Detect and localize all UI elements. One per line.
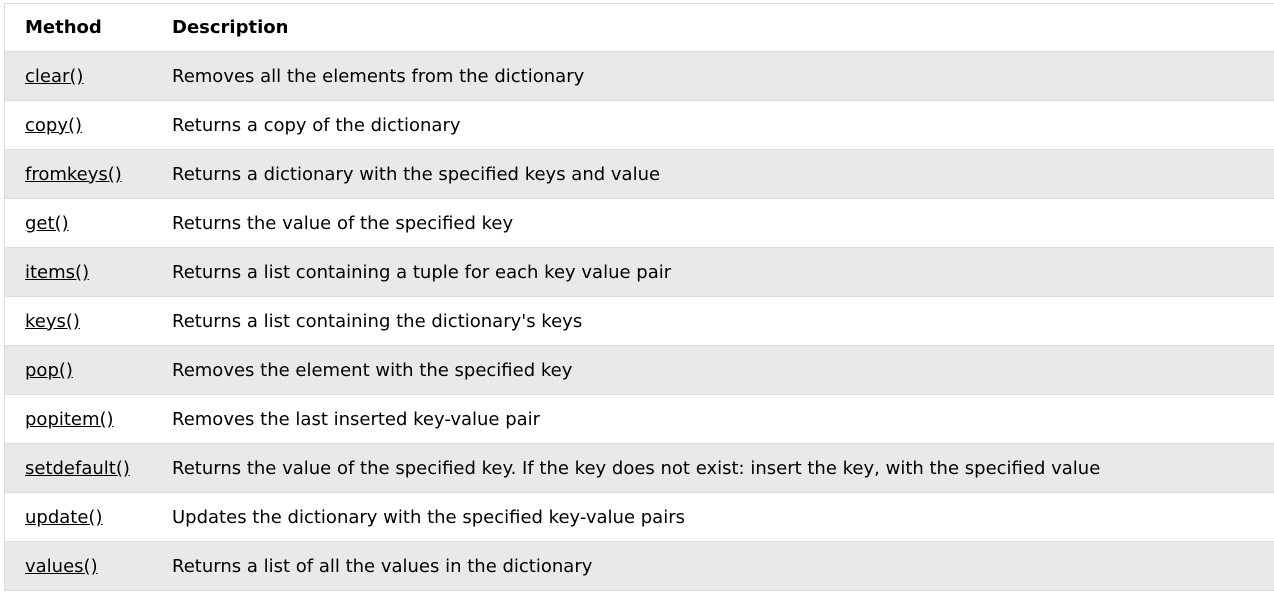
table-row [5, 493, 1274, 542]
method-link-setdefault[interactable]: setdefault() [25, 457, 130, 479]
description-cell: Returns a list containing the dictionary's keys [152, 297, 1274, 346]
method-cell [5, 199, 153, 248]
table-row [5, 542, 1274, 591]
column-header-description: Description [152, 4, 1274, 52]
method-link-values[interactable]: values() [25, 555, 98, 577]
table-row [5, 150, 1274, 199]
description-cell: Returns the value of the specified key. If the key does not exist: insert the key, with the specified value [152, 444, 1274, 493]
description-cell: Returns a list containing a tuple for each key value pair [152, 248, 1274, 297]
method-cell [5, 101, 153, 150]
method-link-pop[interactable]: pop() [25, 359, 73, 381]
method-cell [5, 542, 153, 591]
description-cell: Returns a dictionary with the specified keys and value [152, 150, 1274, 199]
method-link-keys[interactable]: keys() [25, 310, 80, 332]
description-cell: Updates the dictionary with the specified key-value pairs [152, 493, 1274, 542]
table-row [5, 199, 1274, 248]
description-cell: Returns a list of all the values in the dictionary [152, 542, 1274, 591]
table-row [5, 52, 1274, 101]
table-row [5, 101, 1274, 150]
table-row [5, 346, 1274, 395]
method-link-popitem[interactable]: popitem() [25, 408, 114, 430]
column-header-method: Method [5, 4, 153, 52]
method-link-clear[interactable]: clear() [25, 65, 84, 87]
method-cell [5, 346, 153, 395]
method-link-update[interactable]: update() [25, 506, 103, 528]
method-cell [5, 297, 153, 346]
dictionary-methods-table [4, 3, 1274, 591]
table-row [5, 444, 1274, 493]
method-link-items[interactable]: items() [25, 261, 90, 283]
method-cell [5, 444, 153, 493]
description-cell: Removes the element with the specified key [152, 346, 1274, 395]
method-link-fromkeys[interactable]: fromkeys() [25, 163, 122, 185]
description-cell: Removes the last inserted key-value pair [152, 395, 1274, 444]
method-cell [5, 52, 153, 101]
method-cell [5, 150, 153, 199]
description-cell: Returns the value of the specified key [152, 199, 1274, 248]
table-row [5, 297, 1274, 346]
description-cell: Returns a copy of the dictionary [152, 101, 1274, 150]
method-cell [5, 248, 153, 297]
method-link-get[interactable]: get() [25, 212, 69, 234]
method-link-copy[interactable]: copy() [25, 114, 83, 136]
method-cell [5, 493, 153, 542]
method-cell [5, 395, 153, 444]
table-row [5, 395, 1274, 444]
table-row [5, 248, 1274, 297]
table-header-row [5, 4, 1274, 52]
description-cell: Removes all the elements from the dictionary [152, 52, 1274, 101]
